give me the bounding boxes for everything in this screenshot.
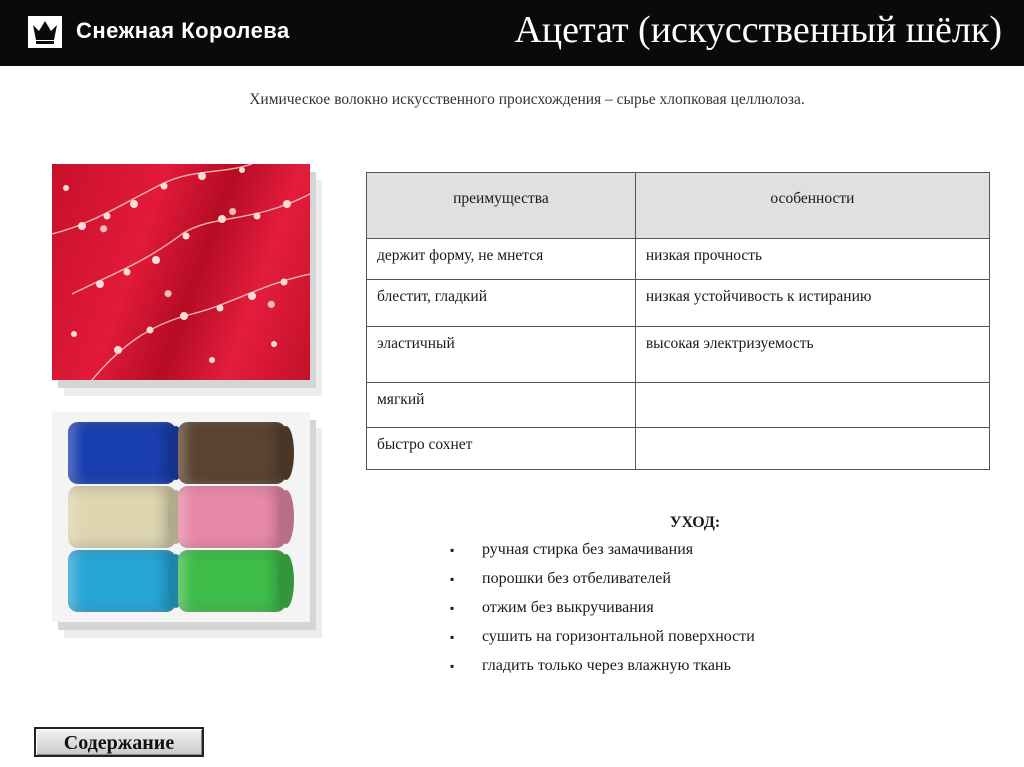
- table-header-features: особенности: [635, 173, 989, 239]
- page-title: Ацетат (искусственный шёлк): [514, 9, 1002, 51]
- table-cell: блестит, гладкий: [367, 280, 636, 327]
- spool-blue: [68, 422, 176, 484]
- table-cell: держит форму, не мнется: [367, 239, 636, 280]
- spool-brown: [178, 422, 286, 484]
- table-header-row: [367, 173, 990, 239]
- table-row: [367, 428, 990, 470]
- list-item: ▪ сушить на горизонтальной поверхности: [440, 625, 900, 654]
- list-item: ▪ ручная стирка без замачивания: [440, 538, 900, 567]
- list-item: ▪ отжим без выкручивания: [440, 596, 900, 625]
- care-list: [440, 538, 900, 683]
- list-item: ▪ гладить только через влажную ткань: [440, 654, 900, 683]
- care-title: УХОД:: [669, 514, 721, 531]
- list-item: ▪ порошки без отбеливателей: [440, 567, 900, 596]
- table-cell: высокая электризуемость: [635, 327, 989, 383]
- table-cell: мягкий: [367, 383, 636, 428]
- brand-name: Снежная Королева: [76, 18, 290, 43]
- table-cell: эластичный: [367, 327, 636, 383]
- table-row: [367, 280, 990, 327]
- page-subtitle: Химическое волокно искусственного происхождения – сырье хлопковая целлюлоза.: [249, 91, 805, 108]
- floral-pattern: [52, 164, 310, 380]
- contents-button[interactable]: Содержание: [34, 727, 204, 757]
- header-bar: [0, 0, 1024, 66]
- brand-logo: [28, 14, 356, 52]
- spool-pink: [178, 486, 286, 548]
- care-section: [440, 514, 900, 683]
- table-row: [367, 327, 990, 383]
- properties-table: [366, 172, 990, 470]
- table-cell: низкая прочность: [635, 239, 989, 280]
- spool-cyan: [68, 550, 176, 612]
- table-cell: низкая устойчивость к истиранию: [635, 280, 989, 327]
- spool-green: [178, 550, 286, 612]
- fabric-photo: [52, 164, 310, 380]
- table-header-advantages: преимущества: [367, 173, 636, 239]
- table-cell: [635, 383, 989, 428]
- table-row: [367, 239, 990, 280]
- table-cell: быстро сохнет: [367, 428, 636, 470]
- spool-cream: [68, 486, 176, 548]
- crown-icon: [28, 16, 62, 48]
- table-row: [367, 383, 990, 428]
- spools-photo: [52, 412, 310, 622]
- table-cell: [635, 428, 989, 470]
